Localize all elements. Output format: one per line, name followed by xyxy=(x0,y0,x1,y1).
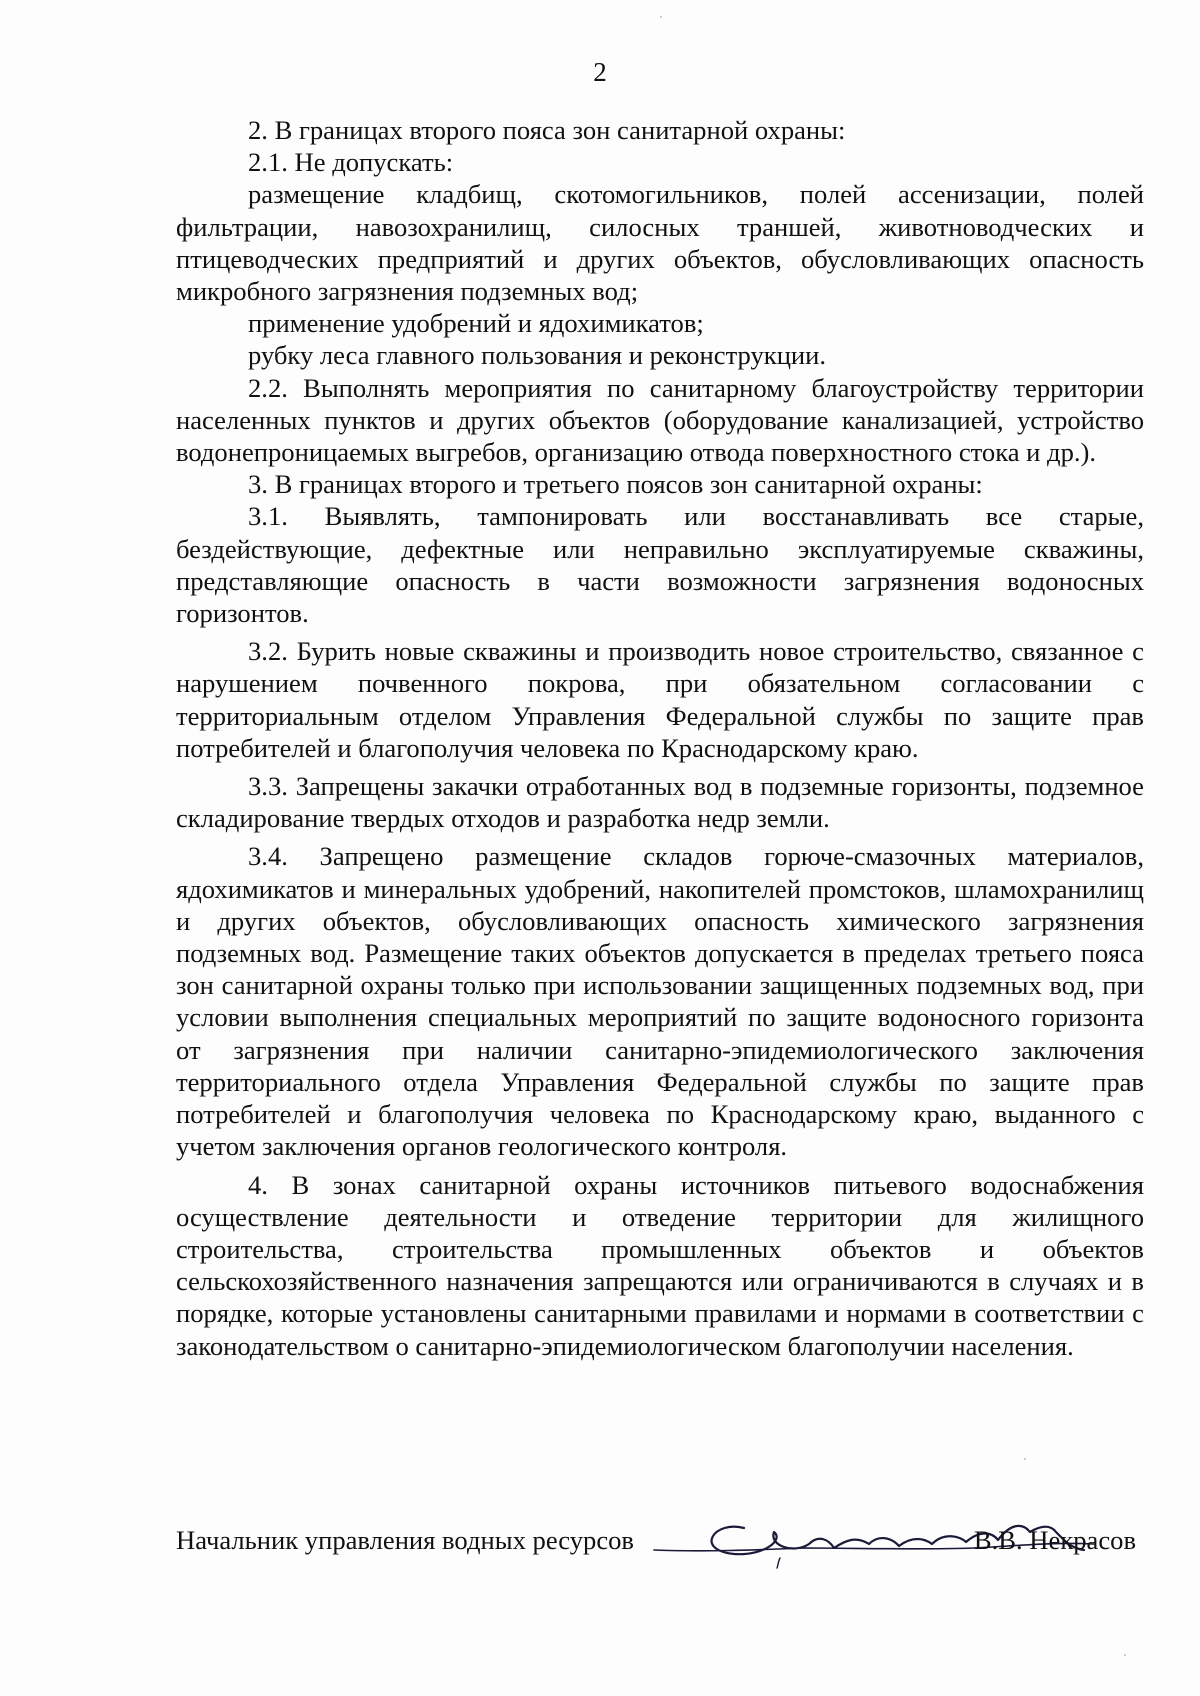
paragraph-3: 3. В границах второго и третьего поясов зон санитарной охраны: xyxy=(248,469,983,500)
paragraph-3-3: 3.3. Запрещены закачки отработанных вод в подземные горизонты, подземное складирование твердых отходов и разработка недр земли. xyxy=(176,771,1144,834)
paragraph-2-2: 2.2. Выполнять мероприятия по санитарному благоустройству территории населенных пунктов и других объектов (оборудование канализацией, устройство водонепроницаемых выгребов, организацию отвода поверхностного стока и др.). xyxy=(176,372,1144,468)
paragraph-2-1-item-cemeteries: размещение кладбищ, скотомогильников, полей ассенизации, полей фильтрации, навозохранилищ, силосных траншей, животноводческих и птицеводческих предприятий и других объектов, обусловливающих опасность микробного загрязнения подземных вод; xyxy=(176,179,1144,307)
paragraph-3-2: 3.2. Бурить новые скважины и производить новое строительство, связанное с нарушением почвенного покрова, при обязательном согласовании с территориальным отделом Управления Федеральной службы по защите прав потребителей и благополучия человека по Краснодарскому краю. xyxy=(176,636,1144,763)
scan-speck xyxy=(1124,1654,1126,1656)
paragraph-2-1-item-fertilizers: применение удобрений и ядохимикатов; xyxy=(248,308,704,339)
signatory-name: В.В. Некрасов xyxy=(973,1525,1136,1555)
page-number: 2 xyxy=(593,57,607,87)
scan-speck xyxy=(1024,1458,1026,1460)
signature-block xyxy=(176,1510,1136,1570)
document-body xyxy=(176,114,1144,1362)
paragraph-2: 2. В границах второго пояса зон санитарной охраны: xyxy=(248,115,846,145)
paragraph-2-1-item-logging: рубку леса главного пользования и реконструкции. xyxy=(248,340,827,371)
signatory-position: Начальник управления водных ресурсов xyxy=(176,1525,634,1555)
scan-speck xyxy=(660,16,662,18)
paragraph-2-1: 2.1. Не допускать: xyxy=(248,147,454,178)
paragraph-3-4: 3.4. Запрещено размещение складов горюче-смазочных материалов, ядохимикатов и минеральных удобрений, накопителей промстоков, шламохранилищ и других объектов, обусловливающих опасность химического загрязнения подземных вод. Размещение таких объектов допускается в пределах третьего пояса зон санитарной охраны только при использовании защищенных подземных вод, при условии выполнения специальных мероприятий по защите водоносного горизонта от загрязнения при наличии санитарно-эпидемиологического заключения территориального отдела Управления Федеральной службы по защите прав потребителей и благополучия человека по Краснодарскому краю, выданного с учетом заключения органов геологического контроля. xyxy=(176,841,1144,1162)
paragraph-4: 4. В зонах санитарной охраны источников питьевого водоснабжения осуществление деятельности и отведение территории для жилищного строительства, строительства промышленных объектов и объектов сельскохозяйственного назначения запрещаются или ограничиваются в случаях и в порядке, которые установлены санитарными правилами и нормами в соответствии с законодательством о санитарно-эпидемиологическом благополучии населения. xyxy=(176,1169,1144,1361)
paragraph-3-1: 3.1. Выявлять, тампонировать или восстанавливать все старые, бездействующие, дефектные или неправильно эксплуатируемые скважины, представляющие опасность в части возможности загрязнения водоносных горизонтов. xyxy=(176,501,1144,629)
